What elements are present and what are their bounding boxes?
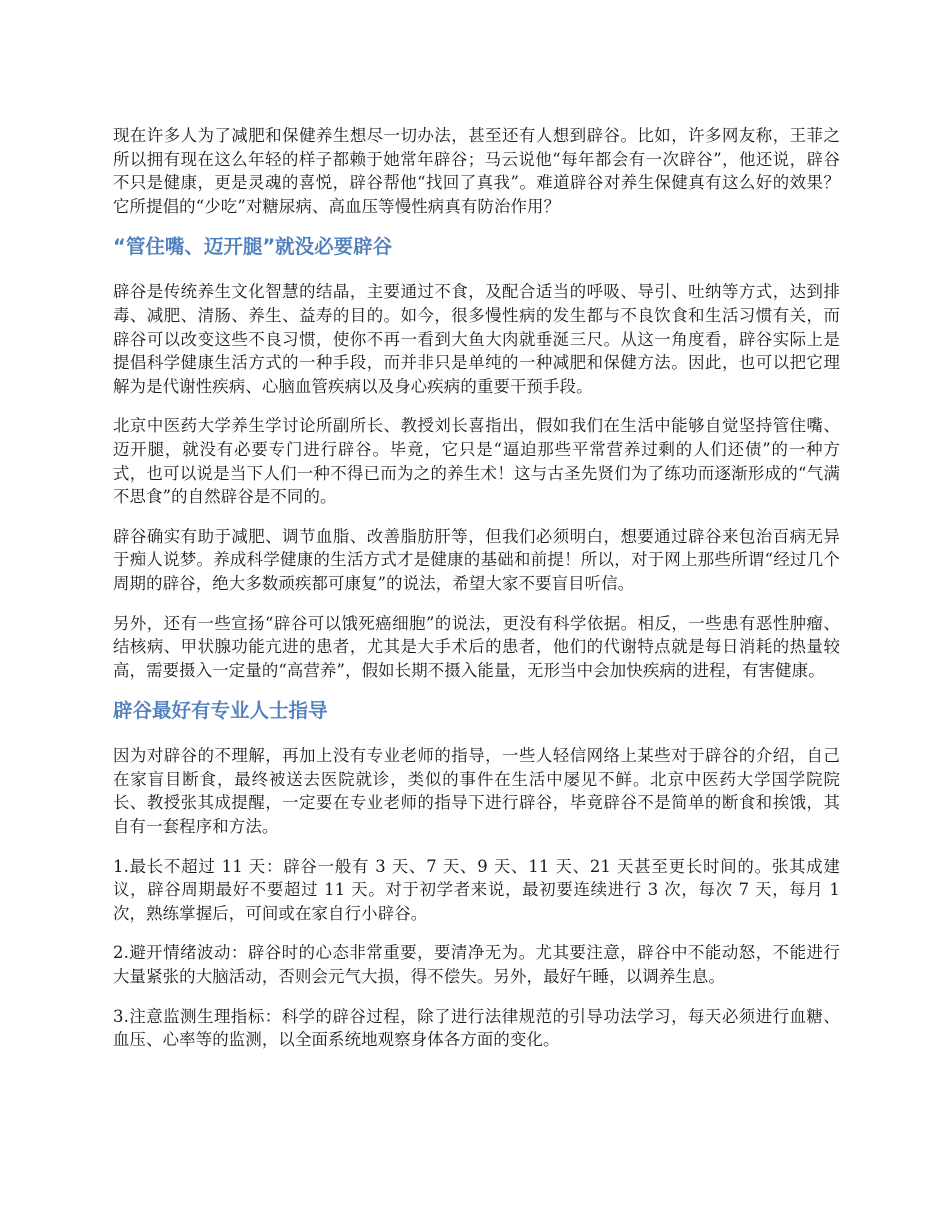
article	[113, 124, 840, 1068]
section1-paragraph-1: 辟谷是传统养生文化智慧的结晶，主要通过不食，及配合适当的呼吸、导引、吐纳等方式，达到排毒、减肥、清肠、养生、益寿的目的。如今，很多慢性病的发生都与不良饮食和生活习惯有关，而辟谷可以改变这些不良习惯，使你不再一看到大鱼大肉就垂涎三尺。从这一角度看，辟谷实际上是提倡科学健康生活方式的一种手段，而并非只是单纯的一种减肥和保健方法。因此，也可以把它理解为是代谢性疾病、心脑血管疾病以及身心疾病的重要干预手段。	[113, 282, 840, 396]
intro-paragraph: 现在许多人为了减肥和保健养生想尽一切办法，甚至还有人想到辟谷。比如，许多网友称，王菲之所以拥有现在这么年轻的样子都赖于她常年辟谷；马云说他“每年都会有一次辟谷”，他还说，辟谷不只是健康，更是灵魂的喜悦，辟谷帮他“找回了真我”。难道辟谷对养生保健真有这么好的效果？它所提倡的“少吃”对糖尿病、高血压等慢性病真有防治作用？	[113, 126, 840, 216]
section-heading-2: 辟谷最好有专业人士指导	[113, 699, 328, 723]
list-item-3: 3.注意监测生理指标：科学的辟谷过程，除了进行法律规范的引导功法学习，每天必须进行血糖、血压、心率等的监测，以全面系统地观察身体各方面的变化。	[113, 1006, 840, 1050]
section1-paragraph-4: 另外，还有一些宣扬“辟谷可以饿死癌细胞”的说法，更没有科学依据。相反，一些患有恶性肿瘤、结核病、甲状腺功能亢进的患者，尤其是大手术后的患者，他们的代谢特点就是每日消耗的热量较高，需要摄入一定量的“高营养”，假如长期不摄入能量，无形当中会加快疾病的进程，有害健康。	[113, 613, 840, 680]
section1-paragraph-2: 北京中医药大学养生学讨论所副所长、教授刘长喜指出，假如我们在生活中能够自觉坚持管住嘴、迈开腿，就没有必要专门进行辟谷。毕竟，它只是“逼迫那些平常营养过剩的人们还债”的一种方式，也可以说是当下人们一种不得已而为之的养生术！这与古圣先贤们为了练功而逐渐形成的“气满不思食”的自然辟谷是不同的。	[113, 416, 840, 507]
list-item-1: 1.最长不超过 11 天：辟谷一般有 3 天、7 天、9 天、11 天、21 天甚至更长时间的。张其成建议，辟谷周期最好不要超过 11 天。对于初学者来说，最初要连续进行 3 次，每次 7 天，每月 1 次，熟练掌握后，可间或在家自行小辟谷。	[113, 856, 840, 923]
list-item-2: 2.避开情绪波动：辟谷时的心态非常重要，要清净无为。尤其要注意，辟谷中不能动怒，不能进行大量紧张的大脑活动，否则会元气大损，得不偿失。另外，最好午睡，以调养生息。	[113, 943, 840, 987]
section-heading-1: “管住嘴、迈开腿”就没必要辟谷	[113, 235, 393, 259]
section2-paragraph-1: 因为对辟谷的不理解，再加上没有专业老师的指导，一些人轻信网络上某些对于辟谷的介绍，自己在家盲目断食，最终被送去医院就诊，类似的事件在生活中屡见不鲜。北京中医药大学国学院院长、教授张其成提醒，一定要在专业老师的指导下进行辟谷，毕竟辟谷不是简单的断食和挨饿，其自有一套程序和方法。	[113, 746, 840, 837]
section1-paragraph-3: 辟谷确实有助于减肥、调节血脂、改善脂肪肝等，但我们必须明白，想要通过辟谷来包治百病无异于痴人说梦。养成科学健康的生活方式才是健康的基础和前提！所以，对于网上那些所谓“经过几个周期的辟谷，绝大多数顽疾都可康复”的说法，希望大家不要盲目听信。	[113, 526, 840, 593]
